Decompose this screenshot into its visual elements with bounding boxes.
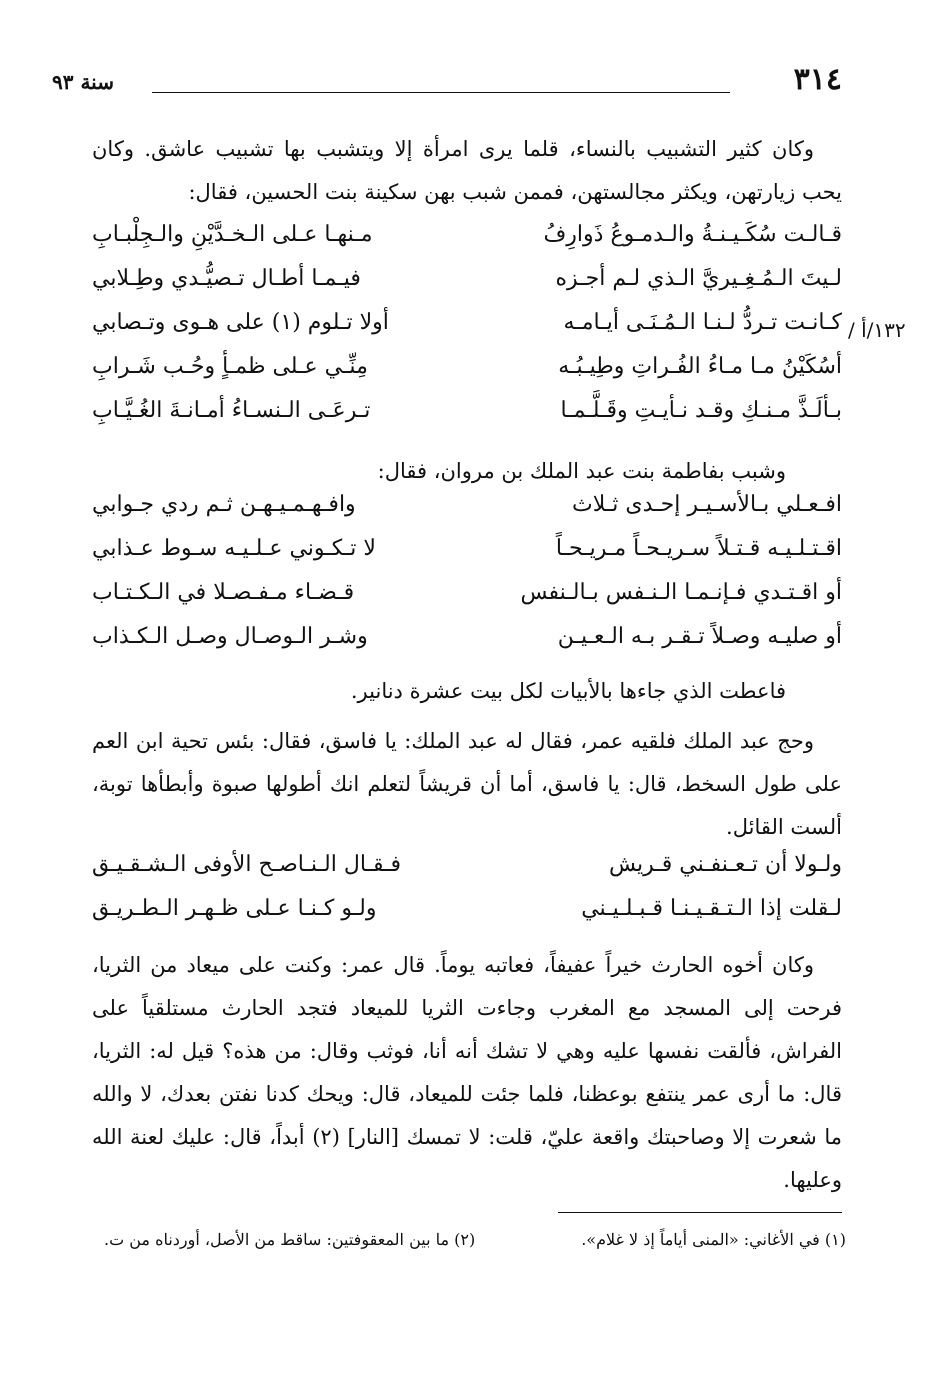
second-hemistich: لا تـكـوني عـلـيـه سـوط عـذابي: [92, 536, 376, 561]
second-hemistich: ولـو كـنـا عـلى ظـهـر الـطـريـق: [92, 896, 377, 921]
verse-line: [92, 536, 842, 580]
paragraph-5: وكان أخوه الحارث خيراً عفيفاً، فعاتبه يوماً. قال عمر: وكنت على ميعاد من الثريا، فرحت إلى المسجد مع المغرب وجاءت الثريا للميعاد فتجد الحارث مستلقياً على الفراش، فألقت نفسها عليه وهي لا تشك أنه أنا، فوثب وقال: من هذه؟ قيل له: الثريا، قال: ما أرى عمر ينتفع بوعظنا، فلما جئت للميعاد، قال: ويحك كدنا نفتن بعدك، لا والله ما شعرت إلا وصاحبتك واقعة عليّ، قلت: لا تمسك [النار] (٢) أبداً، قال: عليك لعنة الله وعليها.: [92, 953, 842, 1192]
verse-line: [92, 852, 842, 896]
poem-fatima: [92, 492, 842, 668]
first-hemistich: أو اقـتـدي فـإنـمـا الـنـفس بـالـنفس: [520, 580, 842, 605]
second-hemistich: فـقـال الـنـاصـح الأوفى الـشـقـيـق: [92, 852, 402, 877]
verse-line: [92, 398, 842, 442]
verse-line: [92, 310, 842, 354]
page-number: ٣١٤: [793, 62, 842, 97]
first-hemistich: لـيتَ الـمُـغِـيريَّ الـذي لـم أجـزه: [555, 266, 842, 291]
verse-line: [92, 222, 842, 266]
second-hemistich: مِنِّـي عـلى ظمـأٍ وحُـب شَـرابِ: [92, 354, 368, 379]
second-hemistich: مـنهـا عـلى الـخـدَّيْنِ والـجِلْبـابِ: [92, 222, 373, 247]
verse-line: [92, 266, 842, 310]
second-hemistich: وافـهـمـيـهـن ثـم ردي جـوابي: [92, 492, 356, 517]
first-hemistich: اقـتـلـيـه قـتـلاً سـريـحـاً مـريـحـاً: [555, 536, 842, 561]
verse-line: [92, 580, 842, 624]
second-hemistich: أولا تـلوم (١) على هـوى وتـصابي: [92, 310, 389, 335]
verse-line: [92, 354, 842, 398]
second-hemistich: قـضـاء مـفـصـلا في الـكـتـاب: [92, 580, 355, 605]
verse-line: [92, 896, 842, 940]
footnote-rule: [558, 1212, 842, 1213]
first-hemistich: ولـولا أن تـعـنفـني قـريش: [608, 852, 842, 877]
paragraph-4: وحج عبد الملك فلقيه عمر، فقال له عبد الملك: يا فاسق، فقال: بئس تحية ابن العم على طول السخط، قال: يا فاسق، أما أن قريشاً لتعلم انك أطولها صبوة وأبطأها توبة، ألست القائل.: [92, 729, 842, 839]
paragraph-3: فاعطت الذي جاءها بالأبيات لكل بيت عشرة دنانير.: [350, 679, 786, 703]
margin-folio-note: ١٣٢/أ /: [848, 318, 906, 342]
poem-quraysh: [92, 852, 842, 940]
first-hemistich: أسُكَيْنُ مـا مـاءُ الفُـراتِ وطِيـبُـه: [558, 354, 842, 379]
paragraph-2: وشبب بفاطمة بنت عبد الملك بن مروان، فقال:: [377, 459, 786, 483]
paragraph-1: وكان كثير التشبيب بالنساء، قلما يرى امرأة إلا ويتشبب بها تشبيب عاشق. وكان يحب زيارتهن، ويكثر مجالستهن، فممن شبب بهن سكينة بنت الحسين، فقال:: [92, 137, 842, 204]
page-header: [52, 62, 842, 102]
first-hemistich: كـانـت تـردُّ لـنـا الـمُـنَـى أيـامـه: [563, 310, 842, 335]
first-hemistich: أو صليـه وصـلاً تـقـر بـه الـعـيـن: [557, 624, 842, 649]
second-hemistich: فيـمـا أطـال تـصيُّـدي وطِـلابي: [92, 266, 361, 291]
first-hemistich: لـقلت إذا الـتـقـيـنـا قـبـلـيـني: [581, 896, 842, 921]
first-hemistich: افـعـلي بـالأسـيـر إحـدى ثـلاث: [572, 492, 842, 517]
poem-sukayna: [92, 222, 842, 442]
verse-line: [92, 492, 842, 536]
footnote-1: (١) في الأغاني: «المنى أياماً إذ لا غلام».: [581, 1230, 846, 1249]
verse-line: [92, 624, 842, 668]
header-rule: [152, 92, 730, 93]
first-hemistich: قـالـت سُكَـيـنـةُ والـدمـوعُ ذَوارِفُ: [543, 222, 842, 247]
first-hemistich: بـألَـذَّ مـنـكِ وقـد نـأيـتِ وقَـلَّـمـا: [560, 398, 842, 423]
second-hemistich: وشـر الـوصـال وصـل الـكـذاب: [92, 624, 368, 649]
running-head: سنة ٩٣: [52, 70, 114, 94]
second-hemistich: تـرعَـى الـنسـاءُ أمـانـةَ الغُـيَّـابِ: [92, 398, 371, 423]
footnote-2: (٢) ما بين المعقوفتين: ساقط من الأصل، أوردناه من ت.: [104, 1230, 476, 1249]
footnotes: [92, 1230, 846, 1260]
